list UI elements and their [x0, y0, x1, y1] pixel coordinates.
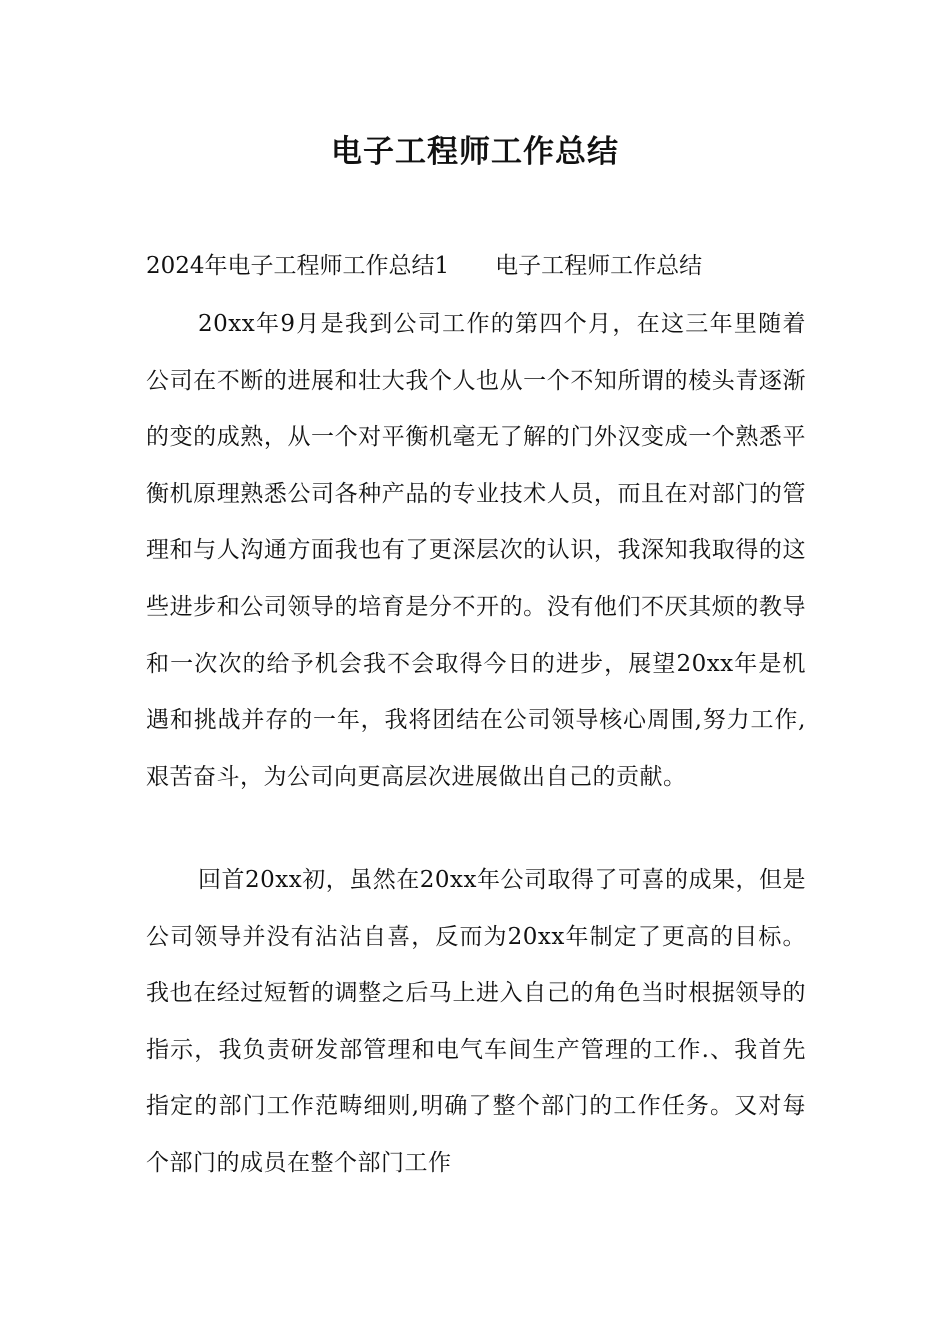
subheading-row: [146, 244, 826, 288]
paragraph-1: 20xx年9月是我到公司工作的第四个月，在这三年里随着公司在不断的进展和壮大我个人也从一个不知所谓的棱头青逐渐的变的成熟，从一个对平衡机毫无了解的门外汉变成一个熟悉平衡机原理熟悉公司各种产品的专业技术人员，而且在对部门的管理和与人沟通方面我也有了更深层次的认识，我深知我取得的这些进步和公司领导的培育是分不开的。没有他们不厌其烦的教导和一次次的给予机会我不会取得今日的进步，展望20xx年是机遇和挑战并存的一年，我将团结在公司领导核心周围,努力工作,艰苦奋斗，为公司向更高层次进展做出自己的贡献。: [146, 311, 806, 790]
paragraph-2: 回首20xx初，虽然在20xx年公司取得了可喜的成果，但是公司领导并没有沾沾自喜，反而为20xx年制定了更高的目标。我也在经过短暂的调整之后马上进入自己的角色当时根据领导的指示，我负责研发部管理和电气车间生产管理的工作.、我首先指定的部门工作范畴细则,明确了整个部门的工作任务。又对每个部门的成员在整个部门工作: [146, 867, 806, 1176]
subheading-right: 电子工程师工作总结: [495, 253, 703, 279]
page-title: 电子工程师工作总结: [331, 134, 619, 170]
subheading-left: 2024年电子工程师工作总结1: [146, 253, 450, 279]
